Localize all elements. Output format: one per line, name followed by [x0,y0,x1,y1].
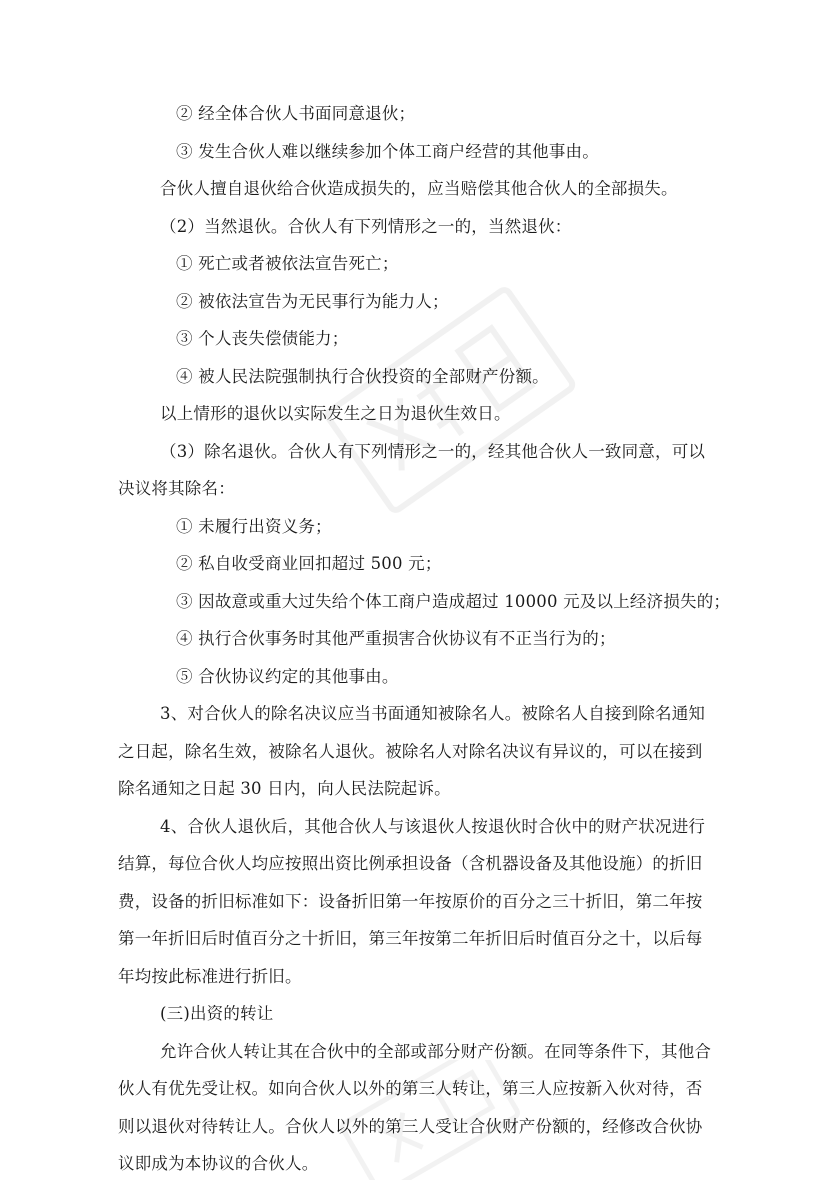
clause-4-line2: 结算，每位合伙人均应按照出资比例承担设备（含机器设备及其他设施）的折旧 [118,854,703,873]
expulsion-item-5: ⑤ 合伙协议约定的其他事由。 [176,667,399,686]
section-transfer-heading: (三)出资的转让 [160,1004,274,1023]
auto-item-4: ④ 被人民法院强制执行合伙投资的全部财产份额。 [176,367,549,386]
automatic-withdrawal-heading: （2）当然退伙。合伙人有下列情形之一的，当然退伙： [160,217,572,236]
expulsion-heading-line1: （3）除名退伙。合伙人有下列情形之一的，经其他合伙人一致同意，可以 [160,442,706,461]
clause-4-line5: 年均按此标准进行折旧。 [118,967,302,986]
expulsion-item-3: ③ 因故意或重大过失给个体工商户造成超过 10000 元及以上经济损失的； [176,592,731,611]
auto-item-3: ③ 个人丧失偿债能力； [176,329,349,348]
auto-item-1: ① 死亡或者被依法宣告死亡； [176,254,399,273]
transfer-line1: 允许合伙人转让其在合伙中的全部或部分财产份额。在同等条件下，其他合 [160,1042,712,1061]
clause-3-line3: 除名通知之日起 30 日内，向人民法院起诉。 [118,779,451,798]
clause-4-line1: 4、合伙人退伙后，其他合伙人与该退伙人按退伙时合伙中的财产状况进行 [160,817,706,836]
expulsion-heading-line2: 决议将其除名： [118,479,235,498]
auto-item-2: ② 被依法宣告为无民事行为能力人； [176,292,449,311]
clause-4-line4: 第一年折旧后时值百分之十折旧，第三年按第二年折旧后时值百分之十，以后每 [118,929,703,948]
transfer-line2: 伙人有优先受让权。如向合伙人以外的第三人转让，第三人应按新入伙对待，否 [118,1079,703,1098]
clause-3-line1: 3、对合伙人的除名决议应当书面通知被除名人。被除名人自接到除名通知 [160,704,706,723]
clause-4-line3: 费，设备的折旧标准如下：设备折旧第一年按原价的百分之三十折旧，第二年按 [118,892,703,911]
expulsion-item-1: ① 未履行出资义务； [176,517,332,536]
expulsion-item-2: ② 私自收受商业回扣超过 500 元； [176,554,442,573]
transfer-line4: 议即成为本协议的合伙人。 [118,1154,319,1173]
clause-3-line2: 之日起，除名生效，被除名人退伙。被除名人对除名决议有异议的，可以在接到 [118,742,703,761]
expulsion-item-4: ④ 执行合伙事务时其他严重损害合伙协议有不正当行为的； [176,629,616,648]
transfer-line3: 则以退伙对待转让人。合伙人以外的第三人受让合伙财产份额的，经修改合伙协 [118,1117,703,1136]
item-3-other-reasons: ③ 发生合伙人难以继续参加个体工商户经营的其他事由。 [176,142,599,161]
unauthorized-withdrawal-paragraph: 合伙人擅自退伙给合伙造成损失的，应当赔偿其他合伙人的全部损失。 [160,179,678,198]
withdrawal-effective-date: 以上情形的退伙以实际发生之日为退伙生效日。 [160,404,511,423]
item-2-unanimous-consent: ② 经全体合伙人书面同意退伙； [176,104,416,123]
